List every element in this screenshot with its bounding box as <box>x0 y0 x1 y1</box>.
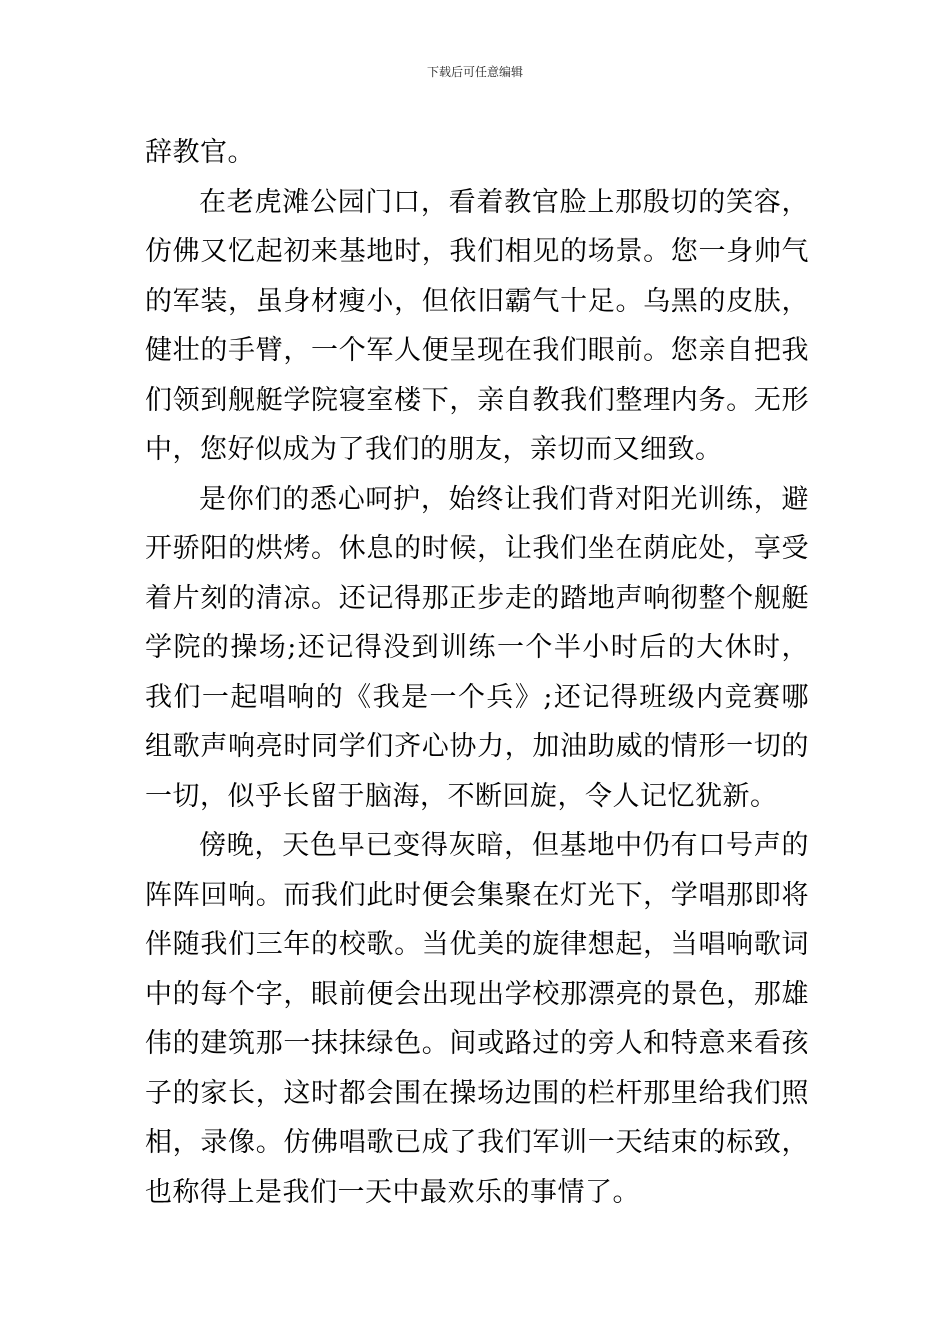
paragraph-training-care: 是你们的悉心呵护，始终让我们背对阳光训练，避开骄阳的烘烤。休息的时候，让我们坐在荫庇处，享受着片刻的清凉。还记得那正步走的踏地声响彻整个舰艇学院的操场;还记得没到训练一个半小时后的大休时，我们一起唱响的《我是一个兵》;还记得班级内竞赛哪组歌声响亮时同学们齐心协力，加油助威的情形一切的一切，似乎长留于脑海，不断回旋，令人记忆犹新。 <box>145 483 809 812</box>
paragraph-evening-song: 傍晚，天色早已变得灰暗，但基地中仍有口号声的阵阵回响。而我们此时便会集聚在灯光下，学唱那即将伴随我们三年的校歌。当优美的旋律想起，当唱响歌词中的每个字，眼前便会出现出学校那漂亮的景色，那雄伟的建筑那一抹抹绿色。间或路过的旁人和特意来看孩子的家长，这时都会围在操场边围的栏杆那里给我们照相，录像。仿佛唱歌已成了我们军训一天结束的标致，也称得上是我们一天中最欢乐的事情了。 <box>145 830 809 1208</box>
page-header-note: 下载后可任意编辑 <box>426 65 523 79</box>
document-body <box>145 128 809 1217</box>
paragraph-park-gate: 在老虎滩公园门口，看着教官脸上那殷切的笑容，仿佛又忆起初来基地时，我们相见的场景。您一身帅气的军装，虽身材瘦小，但依旧霸气十足。乌黑的皮肤，健壮的手臂，一个军人便呈现在我们眼前。您亲自把我们领到舰艇学院寝室楼下，亲自教我们整理内务。无形中，您好似成为了我们的朋友，亲切而又细致。 <box>145 186 809 465</box>
paragraph-continuation: 辞教官。 <box>145 137 255 168</box>
